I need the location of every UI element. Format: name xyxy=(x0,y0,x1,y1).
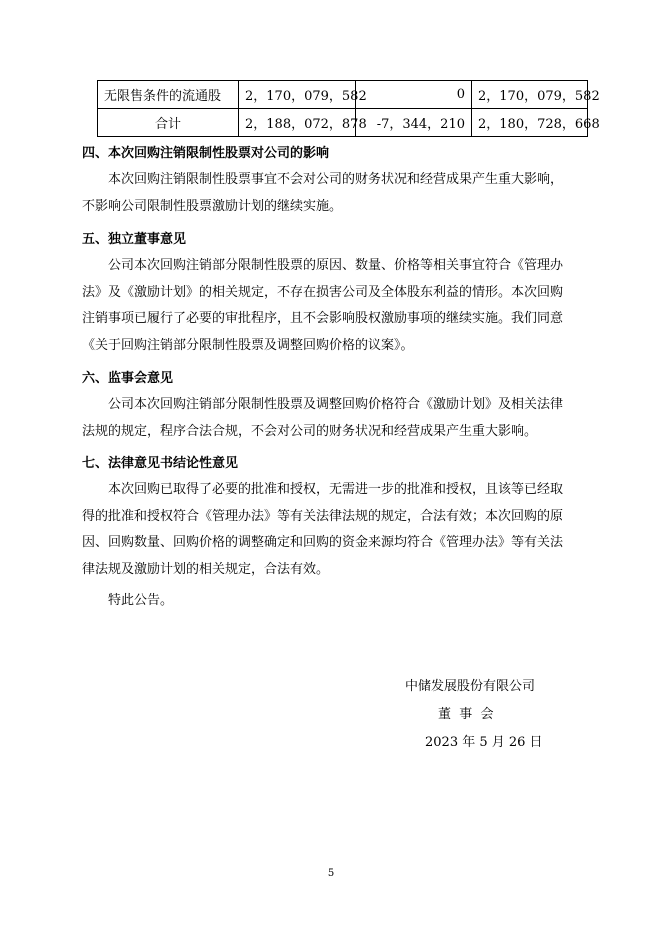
page-number: 5 xyxy=(327,868,335,879)
paragraph-line: 法》及《激励计划》的相关规定，不存在损害公司及全体股东利益的情形。本次回购 xyxy=(82,284,564,300)
table-row xyxy=(98,81,588,109)
shares-after: 2，170，079，582 xyxy=(472,81,588,109)
paragraph-line: 因、回购数量、回购价格的调整确定和回购的资金来源均符合《管理办法》等有关法 xyxy=(82,535,564,550)
section-heading: 五、独立董事意见 xyxy=(82,232,187,247)
signature-date: 2023 年 5 月 26 日 xyxy=(425,735,543,750)
paragraph-line: 注销事项已履行了必要的审批程序，且不会影响股权激励事项的继续实施。我们同意 xyxy=(82,311,564,326)
section-legal-opinion xyxy=(82,451,587,583)
shares-change: -7，344，210 xyxy=(356,109,472,137)
signature-board: 董 事 会 xyxy=(438,707,494,722)
section-heading: 七、法律意见书结论性意见 xyxy=(82,456,239,471)
signature-company: 中储发展股份有限公司 xyxy=(405,679,536,694)
paragraph-line: 公司本次回购注销部分限制性股票的原因、数量、价格等相关事宜符合《管理办 xyxy=(108,258,564,273)
row-label: 无限售条件的流通股 xyxy=(98,81,239,109)
section-paragraph xyxy=(82,253,587,359)
paragraph-line: 《关于回购注销部分限制性股票及调整回购价格的议案》。 xyxy=(82,337,414,353)
row-label: 合计 xyxy=(98,109,239,137)
shares-before: 2，188，072，878 xyxy=(239,109,356,137)
section-impact xyxy=(82,141,587,220)
shares-change: 0 xyxy=(356,81,472,109)
section-supervisory-board xyxy=(82,366,587,445)
section-independent-directors xyxy=(82,227,587,359)
shares-before: 2，170，079，582 xyxy=(239,81,356,109)
paragraph-line: 不影响公司限制性股票激励计划的继续实施。 xyxy=(82,198,343,214)
paragraph-line: 公司本次回购注销部分限制性股票及调整回购价格符合《激励计划》及相关法律 xyxy=(108,397,564,412)
section-paragraph xyxy=(82,477,587,583)
paragraph-line: 本次回购注销限制性股票事宜不会对公司的财务状况和经营成果产生重大影响， xyxy=(108,172,564,187)
section-heading: 六、监事会意见 xyxy=(82,371,174,386)
paragraph-line: 律法规及激励计划的相关规定，合法有效。 xyxy=(82,561,330,577)
paragraph-line: 得的批准和授权符合《管理办法》等有关法律法规的规定，合法有效；本次回购的原 xyxy=(82,508,564,524)
paragraph-line: 法规的规定，程序合法合规，不会对公司的财务状况和经营成果产生重大影响。 xyxy=(82,423,538,439)
shares-after: 2，180，728，668 xyxy=(472,109,588,137)
closing-statement xyxy=(82,588,587,615)
section-paragraph xyxy=(82,392,587,445)
section-paragraph xyxy=(82,167,587,220)
closing-text: 特此公告。 xyxy=(108,593,174,608)
paragraph-line: 本次回购已取得了必要的批准和授权，无需进一步的批准和授权，且该等已经取 xyxy=(108,482,564,497)
share-structure-table xyxy=(97,80,600,137)
table-row-total xyxy=(98,109,588,137)
section-heading: 四、本次回购注销限制性股票对公司的影响 xyxy=(82,146,330,161)
